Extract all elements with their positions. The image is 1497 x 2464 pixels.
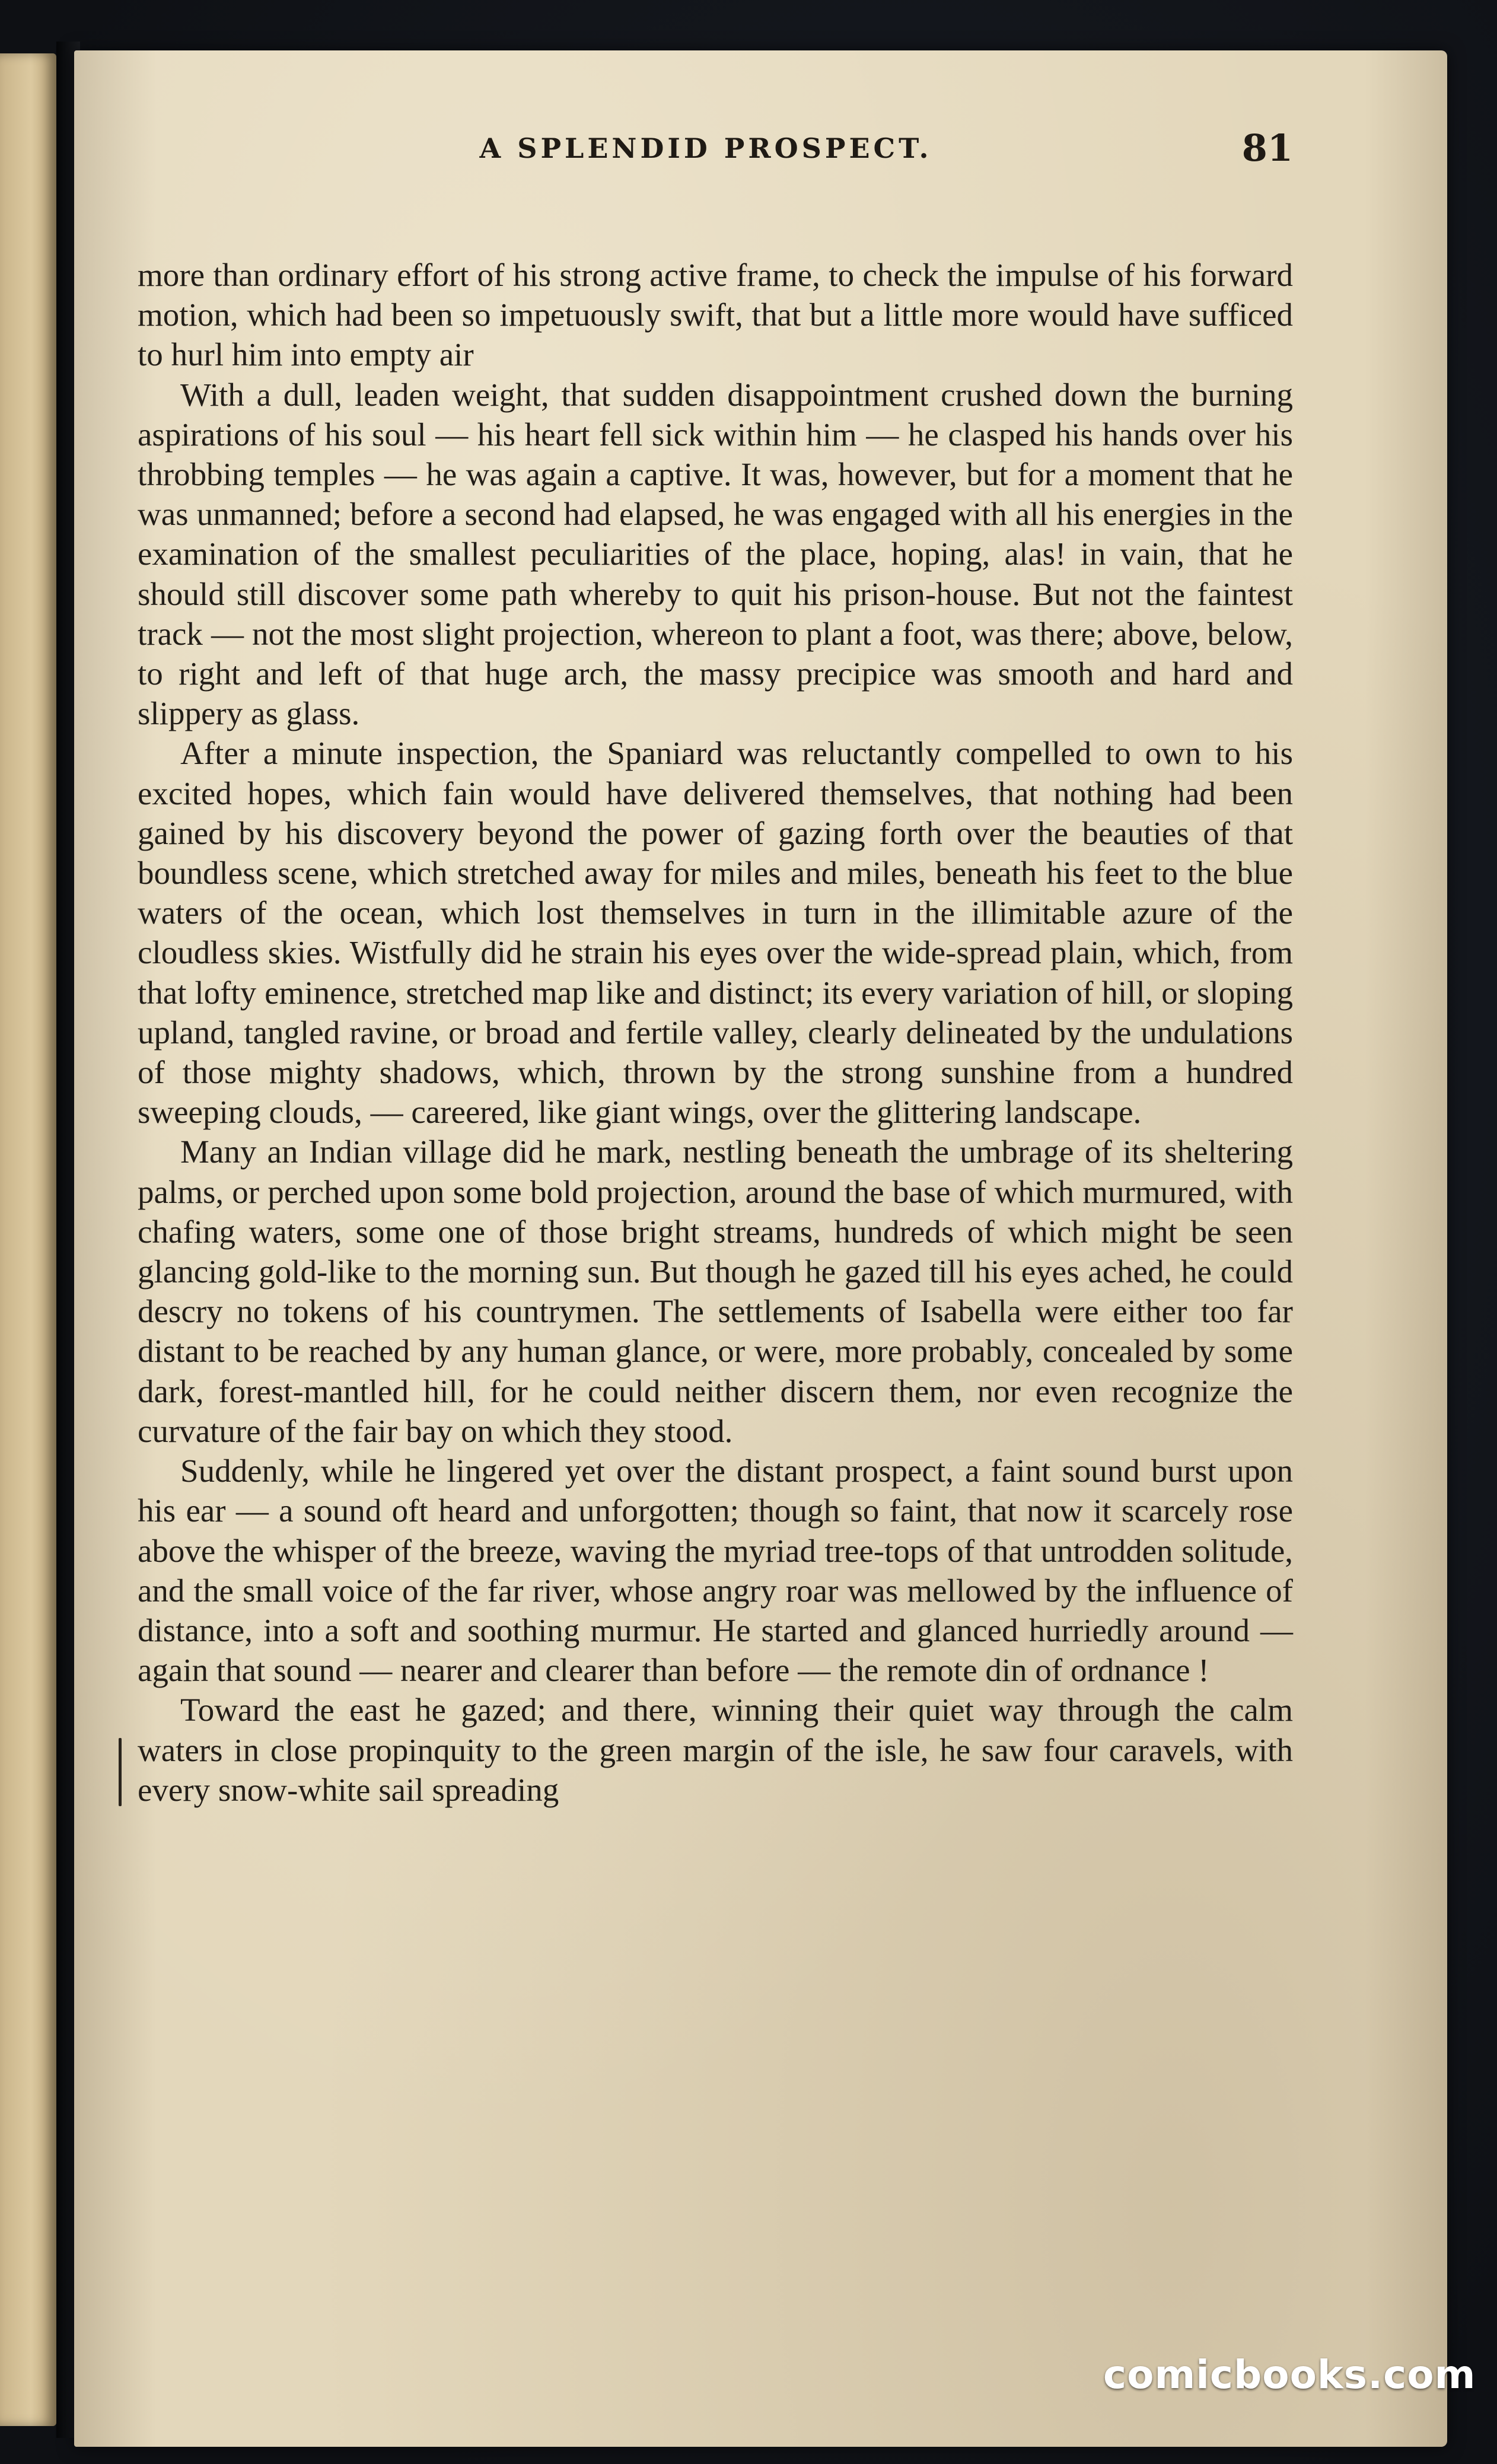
running-title: A SPLENDID PROSPECT. bbox=[479, 132, 932, 164]
paragraph-4: Many an Indian village did he mark, nestling beneath the umbrage of its sheltering palms, or perched upon some bold projection, around the base of which murmured, with chafing waters, some one of those bright streams, hundreds of which might be seen glancing gold-like to the morning sun. But though he gazed till his eyes ached, he could descry no tokens of his countrymen. The settlements of Isabella were either too far distant to be reached by any human glance, or were, more probably, concealed by some dark, forest-mantled hill, for he could neither discern them, nor even recognize the curvature of the fair bay on which they stood. bbox=[138, 1134, 1293, 1449]
watermark: comicbooks.com bbox=[1103, 2352, 1476, 2398]
body-text bbox=[138, 255, 1293, 1810]
previous-page-edge bbox=[0, 53, 56, 2426]
paragraph-3: After a minute inspection, the Spaniard was reluctantly compelled to own to his excited hopes, which fain would have delivered themselves, that nothing had been gained by his discovery beyond the power of gazing forth over the beauties of that boundless scene, which stretched away for miles and miles, beneath his feet to the blue waters of the ocean, which lost themselves in turn in the illimitable azure of the cloudless skies. Wistfully did he strain his eyes over the wide-spread plain, which, from that lofty eminence, stretched map like and distinct; its every variation of hill, or sloping upland, tangled ravine, or broad and fertile valley, clearly delineated by the undulations of those mighty shadows, which, thrown by the strong sunshine from a hundred sweeping clouds, — careered, like giant wings, over the glittering landscape. bbox=[138, 735, 1293, 1131]
paragraph-5: Suddenly, while he lingered yet over the distant prospect, a faint sound burst upon his ear — a sound oft heard and unforgotten; though so faint, that now it scarcely rose above the whisper of the breeze, waving the myriad tree-tops of that untrodden solitude, and the small voice of the far river, whose angry roar was mellowed by the influence of distance, into a soft and soothing murmur. He started and glanced hurriedly around — again that sound — nearer and clearer than before — the remote din of ordnance ! bbox=[138, 1453, 1293, 1689]
page-number: 81 bbox=[1241, 126, 1293, 170]
paragraph-6: Toward the east he gazed; and there, winning their quiet way through the calm waters in close propinquity to the green margin of the isle, he saw four caravels, with every snow-white sail spreading bbox=[138, 1692, 1293, 1808]
running-header bbox=[119, 122, 1293, 193]
paragraph-2: With a dull, leaden weight, that sudden disappointment crushed down the burning aspirations of his soul — his heart fell sick within him — he clasped his hands over his throbbing temples — he was again a captive. It was, however, but for a moment that he was unmanned; before a second had elapsed, he was engaged with all his energies in the examination of the smallest peculiarities of the place, hoping, alas! in vain, that he should still discover some path whereby to quit his prison-house. But not the faintest track — not the most slight projection, whereon to plant a foot, was there; above, below, to right and left of that huge arch, the massy precipice was smooth and hard and slippery as glass. bbox=[138, 376, 1293, 732]
paragraph-1: more than ordinary effort of his strong active frame, to check the impulse of his forward motion, which had been so impetuously swift, that but a little more would have sufficed to hurl him into empty air bbox=[138, 257, 1293, 373]
margin-mark bbox=[119, 1738, 122, 1806]
